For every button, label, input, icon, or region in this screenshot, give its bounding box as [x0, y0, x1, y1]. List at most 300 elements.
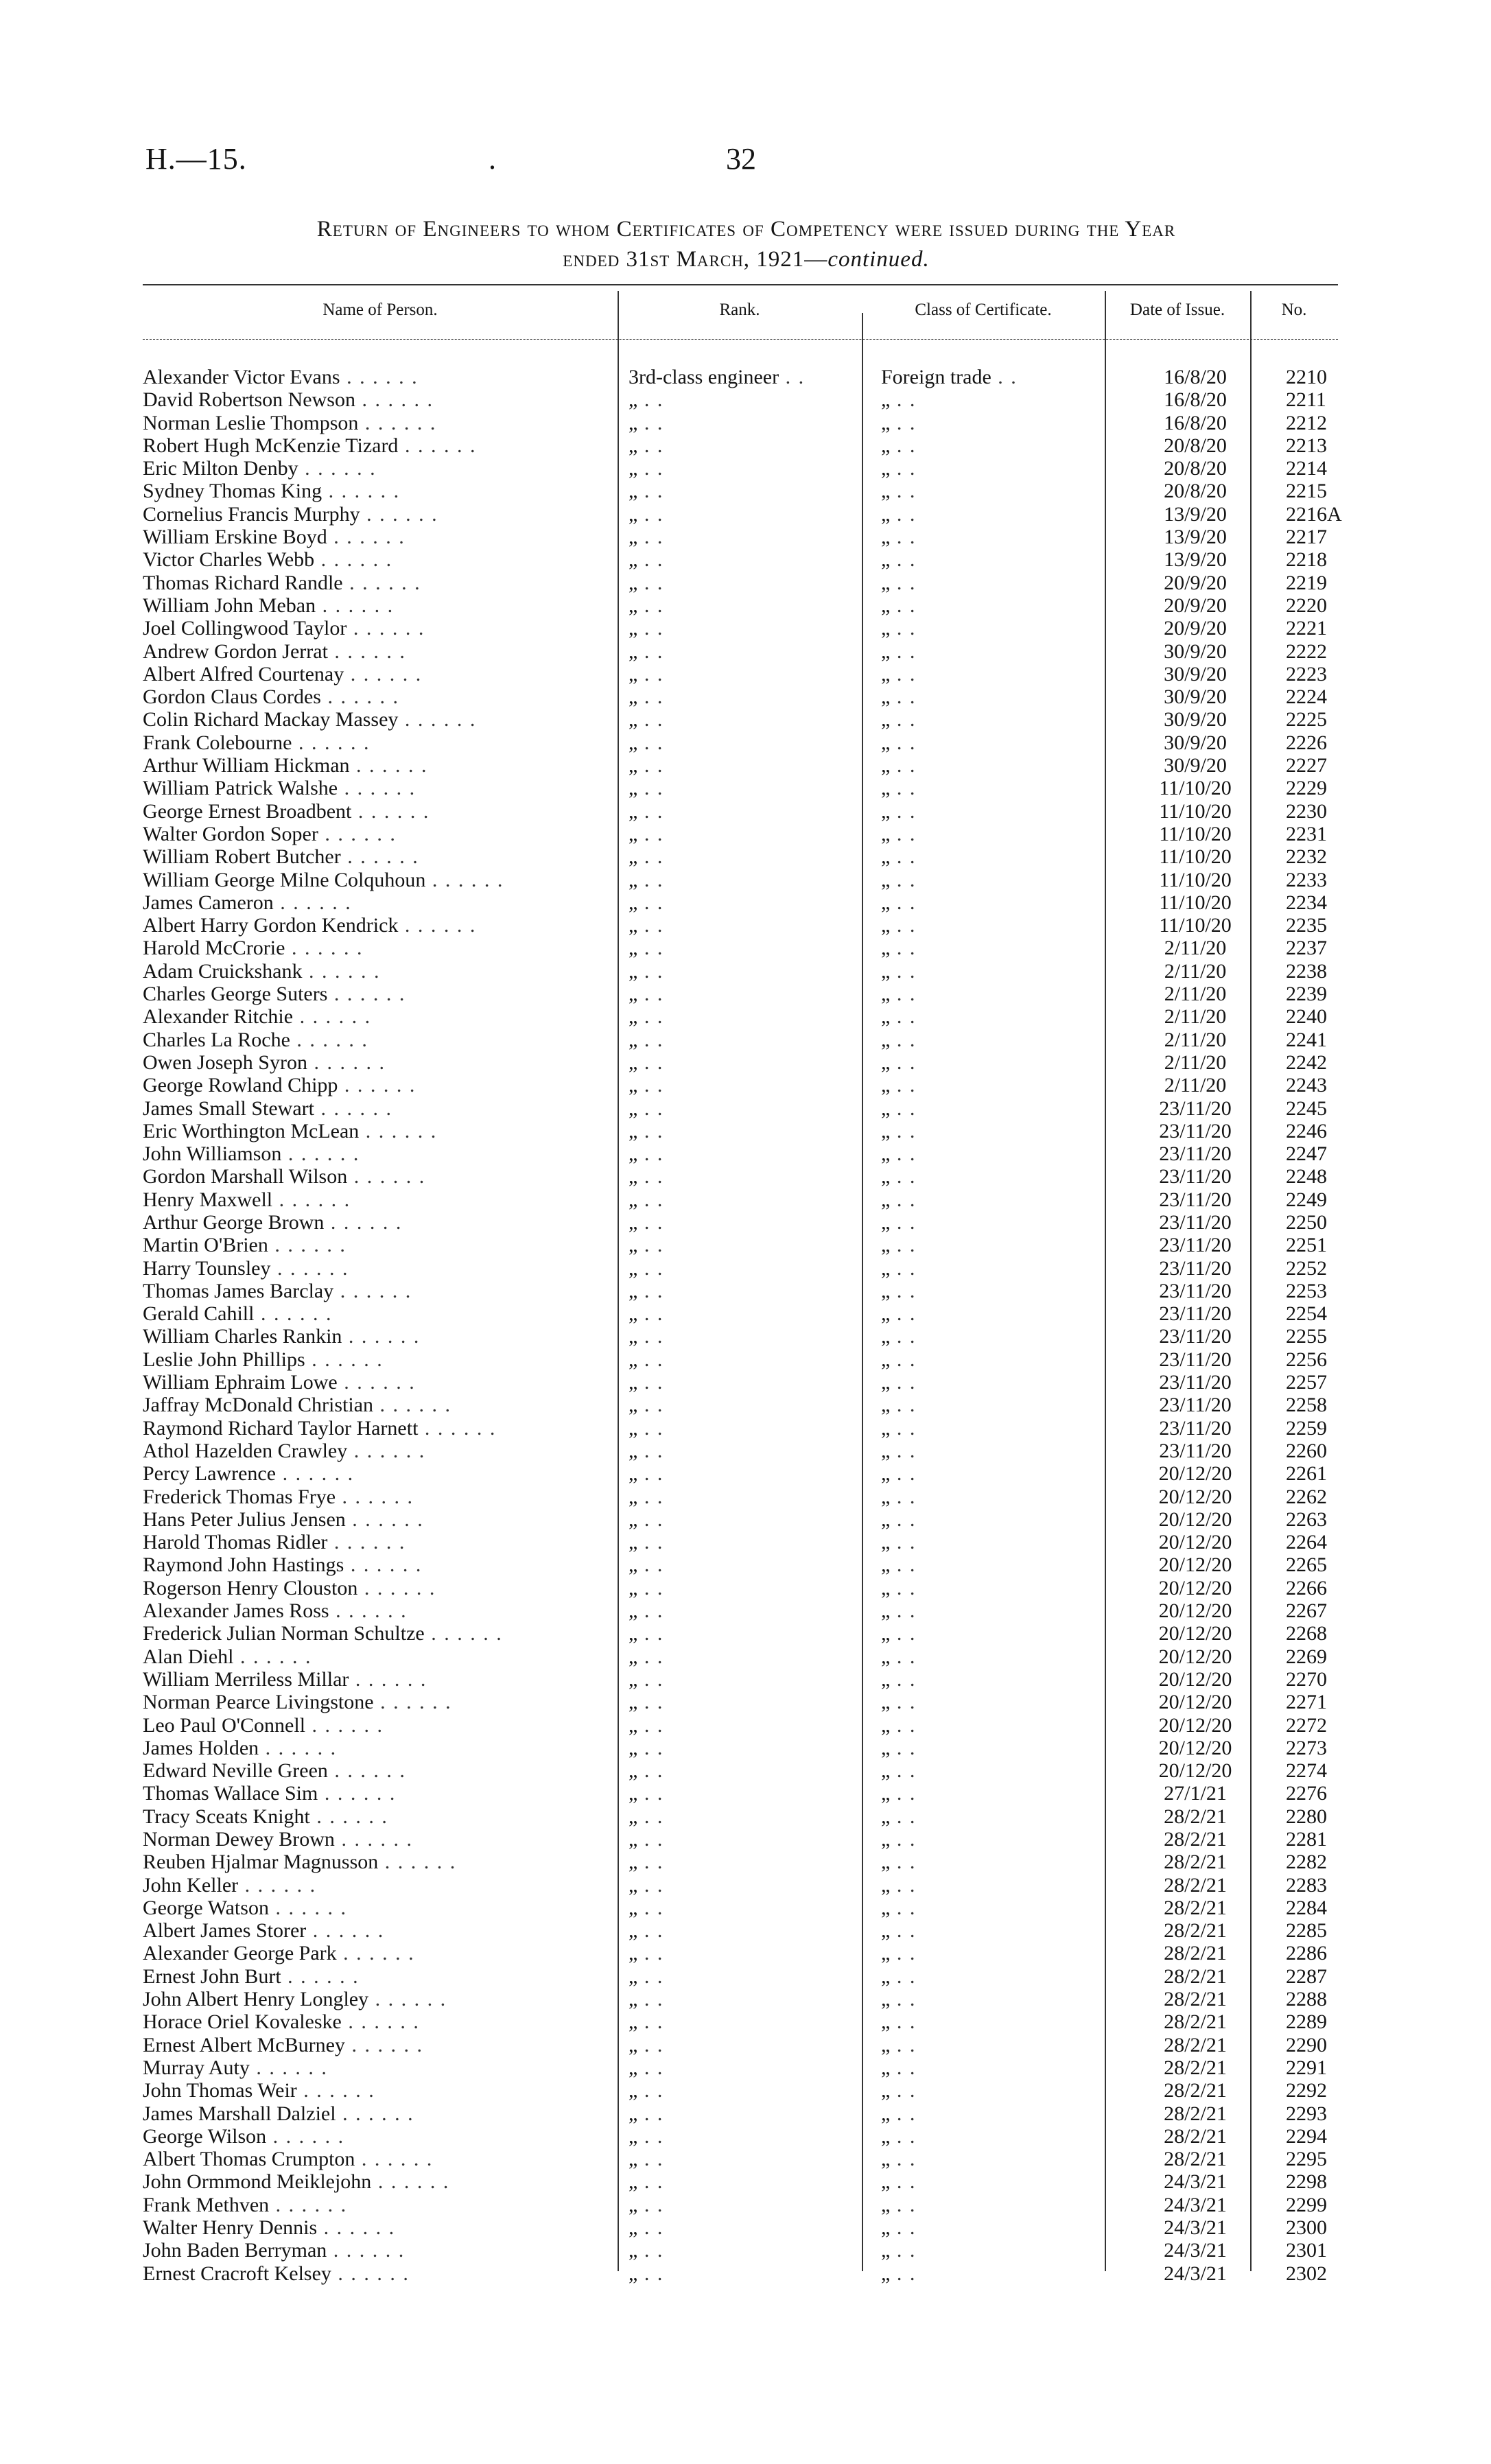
table-row — [143, 1714, 1368, 1737]
cell-issue-date — [1123, 2239, 1268, 2262]
dot-leader: . . . . . . — [337, 1371, 416, 1394]
cell-person-name — [143, 1348, 622, 1371]
table-row — [143, 1759, 1368, 1782]
dot-leader: . . — [637, 1896, 664, 1919]
person-name: John Baden Berryman — [143, 2239, 327, 2262]
cell-person-name — [143, 526, 622, 548]
certificate-class: „ — [881, 685, 891, 709]
issue-date: 20/8/20 — [1164, 480, 1227, 503]
cell-person-name — [143, 1531, 622, 1553]
dot-leader: . . — [890, 1302, 917, 1326]
cell-certificate-number — [1268, 572, 1368, 594]
cell-certificate-number — [1268, 1394, 1368, 1416]
issue-date: 23/11/20 — [1159, 1279, 1232, 1302]
rank: „ — [629, 1325, 638, 1348]
cell-issue-date — [1123, 754, 1268, 777]
dot-leader: . . — [637, 480, 664, 503]
cell-certificate-class — [867, 1188, 1123, 1211]
cell-person-name — [143, 800, 622, 823]
cell-issue-date — [1123, 731, 1268, 754]
dot-leader: . . — [890, 2148, 917, 2171]
cell-certificate-number — [1268, 1234, 1368, 1256]
issue-date: 23/11/20 — [1159, 1256, 1232, 1280]
cell-rank — [622, 1165, 867, 1188]
dot-leader: . . — [890, 594, 917, 617]
cell-rank — [622, 617, 867, 640]
person-name: William Robert Butcher — [143, 845, 341, 869]
rank: „ — [629, 1416, 638, 1440]
certificate-class: „ — [881, 526, 891, 549]
cell-issue-date — [1123, 1097, 1268, 1120]
person-name: Albert Harry Gordon Kendrick — [143, 914, 399, 937]
cell-rank — [622, 1371, 867, 1394]
dot-leader: . . . . . . — [333, 1279, 412, 1302]
cell-certificate-number — [1268, 1988, 1368, 2010]
person-name: Walter Gordon Soper — [143, 822, 318, 845]
cell-person-name — [143, 2216, 622, 2239]
rank: „ — [629, 868, 638, 891]
person-name: Frederick Julian Norman Schultze — [143, 1622, 425, 1645]
issue-date: 11/10/20 — [1159, 777, 1232, 800]
dot-leader: . . — [890, 434, 917, 457]
cell-person-name — [143, 777, 622, 799]
dot-leader: . . — [637, 1096, 664, 1120]
certificate-class: „ — [881, 1507, 891, 1531]
cell-person-name — [143, 640, 622, 663]
table-row — [143, 1302, 1368, 1325]
rank: „ — [629, 548, 638, 572]
cell-issue-date — [1123, 1508, 1268, 1531]
cell-certificate-class — [867, 1165, 1123, 1188]
cell-person-name — [143, 1280, 622, 1302]
dot-leader: . . . . . . — [327, 526, 406, 549]
cell-issue-date — [1123, 1919, 1268, 1942]
cell-certificate-class — [867, 548, 1123, 571]
cell-rank — [622, 1851, 867, 1873]
rank: „ — [629, 2193, 638, 2216]
certificate-class: „ — [881, 822, 891, 845]
person-name: Murray Auty — [143, 2056, 250, 2079]
dot-leader: . . — [779, 366, 806, 388]
cell-person-name — [143, 731, 622, 754]
issue-date: 2/11/20 — [1164, 1074, 1227, 1097]
issue-date: 20/12/20 — [1158, 1599, 1232, 1623]
cell-person-name — [143, 869, 622, 891]
cell-certificate-class — [867, 1051, 1123, 1074]
issue-date: 30/9/20 — [1164, 662, 1227, 685]
cell-rank — [622, 503, 867, 526]
person-name: Gordon Claus Cordes — [143, 685, 321, 709]
cell-rank — [622, 457, 867, 480]
certificate-class: „ — [881, 434, 891, 457]
table-row — [143, 2125, 1368, 2148]
person-name: Gordon Marshall Wilson — [143, 1165, 348, 1188]
issue-date: 23/11/20 — [1159, 1371, 1232, 1394]
dot-leader: . . — [637, 1576, 664, 1599]
cell-person-name — [143, 617, 622, 640]
dot-leader: . . — [991, 366, 1018, 388]
dot-leader: . . — [890, 1394, 917, 1417]
cell-certificate-number — [1268, 2079, 1368, 2102]
cell-person-name — [143, 2079, 622, 2102]
cell-certificate-class — [867, 1942, 1123, 1964]
cell-certificate-number — [1268, 503, 1368, 526]
cell-person-name — [143, 434, 622, 457]
person-name: Harold Thomas Ridler — [143, 1531, 328, 1554]
cell-issue-date — [1123, 2102, 1268, 2125]
cell-person-name — [143, 572, 622, 594]
cell-person-name — [143, 1029, 622, 1051]
certificate-class: „ — [881, 1074, 891, 1097]
person-name: Ernest John Burt — [143, 1964, 281, 1988]
dot-leader: . . — [890, 1553, 917, 1577]
issue-date: 11/10/20 — [1159, 799, 1232, 823]
person-name: James Holden — [143, 1736, 259, 1759]
dot-leader: . . — [637, 1119, 664, 1142]
person-name: James Small Stewart — [143, 1096, 314, 1120]
person-name: Albert Alfred Courtenay — [143, 662, 344, 685]
person-name: William Erskine Boyd — [143, 526, 327, 549]
dot-leader: . . . . . . — [316, 594, 395, 617]
table-row — [143, 1417, 1368, 1440]
cell-issue-date — [1123, 2148, 1268, 2170]
table-row — [143, 1486, 1368, 1508]
dot-leader: . . — [637, 1713, 664, 1737]
cell-issue-date — [1123, 1074, 1268, 1096]
cell-person-name — [143, 2034, 622, 2056]
person-name: David Robertson Newson — [143, 388, 355, 412]
cell-certificate-number — [1268, 1851, 1368, 1873]
dot-leader: . . — [637, 845, 664, 869]
certificate-number: 2272 — [1286, 1713, 1327, 1737]
cell-person-name — [143, 1005, 622, 1028]
cell-certificate-class — [867, 1759, 1123, 1782]
cell-person-name — [143, 1211, 622, 1234]
cell-issue-date — [1123, 480, 1268, 502]
cell-person-name — [143, 1828, 622, 1851]
cell-rank — [622, 1074, 867, 1096]
certificate-number: 2224 — [1286, 685, 1327, 709]
person-name: Owen Joseph Syron — [143, 1051, 307, 1074]
cell-issue-date — [1123, 1622, 1268, 1645]
dot-leader: . . . . . . — [290, 1028, 368, 1051]
dot-leader: . . — [890, 959, 917, 983]
person-name: Raymond John Hastings — [143, 1553, 344, 1577]
cell-certificate-number — [1268, 1965, 1368, 1988]
cell-issue-date — [1123, 548, 1268, 571]
person-name: Rogerson Henry Clouston — [143, 1576, 358, 1599]
cell-certificate-number — [1268, 1142, 1368, 1165]
table-row — [143, 366, 1368, 388]
table-row — [143, 1211, 1368, 1234]
dot-leader: . . — [890, 502, 917, 526]
cell-issue-date — [1123, 2056, 1268, 2079]
dot-leader: . . — [890, 1325, 917, 1348]
dot-leader: . . . . . . — [345, 1507, 424, 1531]
dot-leader: . . — [890, 1599, 917, 1623]
dot-leader: . . . . . . — [368, 1988, 447, 2011]
person-name: Charles George Suters — [143, 983, 328, 1006]
dot-leader: . . . . . . — [342, 1325, 421, 1348]
cell-person-name — [143, 412, 622, 434]
issue-date: 20/12/20 — [1158, 1713, 1232, 1737]
dot-leader: . . . . . . — [318, 822, 397, 845]
issue-date: 13/9/20 — [1164, 548, 1227, 572]
cell-issue-date — [1123, 1325, 1268, 1348]
cell-issue-date — [1123, 1828, 1268, 1851]
certificate-class: „ — [881, 1462, 891, 1486]
dot-leader: . . — [637, 526, 664, 549]
dot-leader: . . — [637, 434, 664, 457]
dot-leader: . . — [890, 548, 917, 572]
table-row — [143, 1325, 1368, 1348]
cell-person-name — [143, 823, 622, 845]
dot-leader: . . . . . . — [418, 1416, 497, 1440]
dot-leader: . . . . . . — [270, 1256, 349, 1280]
cell-rank — [622, 2125, 867, 2148]
cell-issue-date — [1123, 594, 1268, 617]
cell-issue-date — [1123, 457, 1268, 480]
rank: „ — [629, 502, 638, 526]
cell-certificate-class — [867, 914, 1123, 937]
issue-date: 24/3/21 — [1164, 2239, 1227, 2262]
rank: „ — [629, 1553, 638, 1577]
dot-leader: . . — [890, 2033, 917, 2056]
cell-issue-date — [1123, 2194, 1268, 2216]
rank: „ — [629, 662, 638, 685]
issue-date: 24/3/21 — [1164, 2262, 1227, 2285]
issue-date: 20/12/20 — [1158, 1622, 1232, 1645]
dot-leader: . . — [890, 2102, 917, 2125]
cell-issue-date — [1123, 1737, 1268, 1759]
certificate-class: „ — [881, 1256, 891, 1280]
dot-leader: . . — [637, 548, 664, 572]
dot-leader: . . . . . . — [314, 1096, 392, 1120]
table-row — [143, 708, 1368, 731]
cell-certificate-number — [1268, 1897, 1368, 1919]
person-name: Leo Paul O'Connell — [143, 1713, 306, 1737]
dot-leader: . . . . . . — [302, 959, 381, 983]
certificate-number: 2284 — [1286, 1896, 1327, 1919]
dot-leader: . . — [890, 1165, 917, 1188]
certificates-table-body — [143, 366, 1368, 2285]
certificate-number: 2234 — [1286, 891, 1327, 914]
column-header-no: No. — [1281, 301, 1307, 319]
dot-leader: . . — [890, 526, 917, 549]
certificate-class: „ — [881, 2170, 891, 2194]
table-row — [143, 1348, 1368, 1371]
certificate-class: „ — [881, 754, 891, 777]
rank: „ — [629, 1279, 638, 1302]
cell-certificate-class — [867, 1805, 1123, 1828]
cell-person-name — [143, 1371, 622, 1394]
rank: „ — [629, 914, 638, 937]
cell-certificate-class — [867, 2102, 1123, 2125]
cell-certificate-class — [867, 869, 1123, 891]
cell-issue-date — [1123, 1577, 1268, 1599]
certificate-number: 2282 — [1286, 1851, 1327, 1874]
certificate-number: 2242 — [1286, 1051, 1327, 1074]
dot-leader: . . — [890, 1462, 917, 1486]
issue-date: 20/9/20 — [1164, 594, 1227, 617]
dot-leader: . . . . . . — [398, 708, 477, 731]
cell-certificate-class — [867, 1577, 1123, 1599]
rank: „ — [629, 1028, 638, 1051]
dot-leader: . . — [637, 983, 664, 1006]
cell-certificate-number — [1268, 640, 1368, 663]
person-name: George Rowland Chipp — [143, 1074, 338, 1097]
rank: „ — [629, 754, 638, 777]
dot-leader: . . — [890, 1439, 917, 1462]
cell-rank — [622, 1120, 867, 1142]
certificate-class: „ — [881, 1188, 891, 1211]
cell-rank — [622, 731, 867, 754]
rank: „ — [629, 1005, 638, 1029]
certificate-number: 2217 — [1286, 526, 1327, 549]
rank: „ — [629, 1074, 638, 1097]
cell-certificate-class — [867, 800, 1123, 823]
dot-leader: . . — [637, 502, 664, 526]
cell-certificate-number — [1268, 1302, 1368, 1325]
certificate-class: „ — [881, 1051, 891, 1074]
certificate-number: 2249 — [1286, 1188, 1327, 1211]
cell-person-name — [143, 594, 622, 617]
dot-leader: . . — [637, 1485, 664, 1508]
person-name: Norman Dewey Brown — [143, 1828, 335, 1851]
certificate-class: „ — [881, 548, 891, 572]
cell-person-name — [143, 503, 622, 526]
issue-date: 28/2/21 — [1164, 2056, 1227, 2079]
cell-certificate-class — [867, 1371, 1123, 1394]
cell-issue-date — [1123, 1553, 1268, 1576]
certificate-class: „ — [881, 1896, 891, 1919]
issue-date: 28/2/21 — [1164, 2033, 1227, 2056]
certificate-number: 2271 — [1286, 1691, 1327, 1714]
cell-certificate-class — [867, 2148, 1123, 2170]
cell-certificate-class — [867, 777, 1123, 799]
dot-leader: . . . . . . — [342, 571, 421, 594]
issue-date: 20/8/20 — [1164, 457, 1227, 480]
cell-person-name — [143, 1486, 622, 1508]
issue-date: 20/12/20 — [1158, 1462, 1232, 1486]
cell-issue-date — [1123, 1394, 1268, 1416]
person-name: Colin Richard Mackay Massey — [143, 708, 399, 731]
table-row — [143, 685, 1368, 708]
table-row — [143, 526, 1368, 548]
person-name: Thomas Richard Randle — [143, 571, 343, 594]
person-name: James Marshall Dalziel — [143, 2102, 336, 2125]
certificate-class: „ — [881, 617, 891, 640]
cell-rank — [622, 914, 867, 937]
cell-certificate-number — [1268, 663, 1368, 685]
issue-date: 24/3/21 — [1164, 2170, 1227, 2194]
cell-certificate-number — [1268, 412, 1368, 434]
dot-leader: . . . . . . — [327, 983, 406, 1006]
person-name: Sydney Thomas King — [143, 480, 322, 503]
certificate-class: „ — [881, 983, 891, 1006]
cell-rank — [622, 1462, 867, 1485]
person-name: William Charles Rankin — [143, 1325, 342, 1348]
cell-certificate-class — [867, 754, 1123, 777]
dot-leader: . . — [637, 777, 664, 800]
cell-certificate-class — [867, 2034, 1123, 2056]
person-name: William Merriless Millar — [143, 1667, 349, 1691]
dot-leader: . . — [890, 1828, 917, 1851]
issue-date: 28/2/21 — [1164, 2079, 1227, 2102]
dot-leader: . . . . . . — [331, 2262, 410, 2285]
dot-leader: . . . . . . — [355, 2148, 434, 2171]
cell-person-name — [143, 1622, 622, 1645]
dot-leader: . . — [890, 480, 917, 503]
table-row — [143, 891, 1368, 914]
issue-date: 20/9/20 — [1164, 617, 1227, 640]
dot-leader: . . — [890, 937, 917, 960]
dot-leader: . . . . . . — [373, 1394, 452, 1417]
cell-certificate-class — [867, 1029, 1123, 1051]
cell-rank — [622, 823, 867, 845]
rank: „ — [629, 1736, 638, 1759]
cell-rank — [622, 1668, 867, 1691]
certificate-class: „ — [881, 1691, 891, 1714]
cell-issue-date — [1123, 823, 1268, 845]
certificate-class: „ — [881, 640, 891, 663]
certificate-class: „ — [881, 937, 891, 960]
issue-date: 2/11/20 — [1164, 1051, 1227, 1074]
certificate-class: „ — [881, 1736, 891, 1759]
person-name: Athol Hazelden Crawley — [143, 1439, 348, 1462]
certificate-number: 2287 — [1286, 1964, 1327, 1988]
cell-person-name — [143, 1714, 622, 1737]
dot-leader: . . — [890, 2216, 917, 2240]
dot-leader: . . . . . . — [305, 1348, 384, 1371]
cell-certificate-class — [867, 1074, 1123, 1096]
certificate-class: „ — [881, 1622, 891, 1645]
dot-leader: . . . . . . — [340, 845, 419, 869]
issue-date: 28/2/21 — [1164, 1988, 1227, 2011]
rank: „ — [629, 640, 638, 663]
dot-leader: . . — [637, 2124, 664, 2148]
rank: „ — [629, 891, 638, 914]
dot-leader: . . — [890, 1210, 917, 1234]
cell-certificate-class — [867, 1462, 1123, 1485]
issue-date: 13/9/20 — [1164, 502, 1227, 526]
rank: „ — [629, 594, 638, 617]
cell-issue-date — [1123, 1988, 1268, 2010]
cell-rank — [622, 2262, 867, 2285]
person-name: Norman Leslie Thompson — [143, 411, 359, 434]
dot-leader: . . — [637, 1531, 664, 1554]
certificate-number: 2294 — [1286, 2124, 1327, 2148]
issue-date: 20/12/20 — [1158, 1553, 1232, 1577]
cell-certificate-class — [867, 1005, 1123, 1028]
person-name: Martin O'Brien — [143, 1234, 268, 1257]
dot-leader: . . — [637, 2033, 664, 2056]
certificate-number: 2280 — [1286, 1805, 1327, 1828]
dot-leader: . . — [637, 685, 664, 709]
dot-leader: . . — [637, 891, 664, 914]
certificate-class: „ — [881, 502, 891, 526]
dot-leader: . . . . . . — [269, 2193, 348, 2216]
cell-rank — [622, 2216, 867, 2239]
cell-certificate-class — [867, 1417, 1123, 1440]
cell-issue-date — [1123, 1714, 1268, 1737]
dot-leader: . . — [890, 1896, 917, 1919]
certificate-number: 2245 — [1286, 1096, 1327, 1120]
dot-leader: . . . . . . — [341, 2010, 420, 2034]
dot-leader: . . — [637, 1325, 664, 1348]
dot-leader: . . — [637, 457, 664, 480]
certificate-class: „ — [881, 708, 891, 731]
